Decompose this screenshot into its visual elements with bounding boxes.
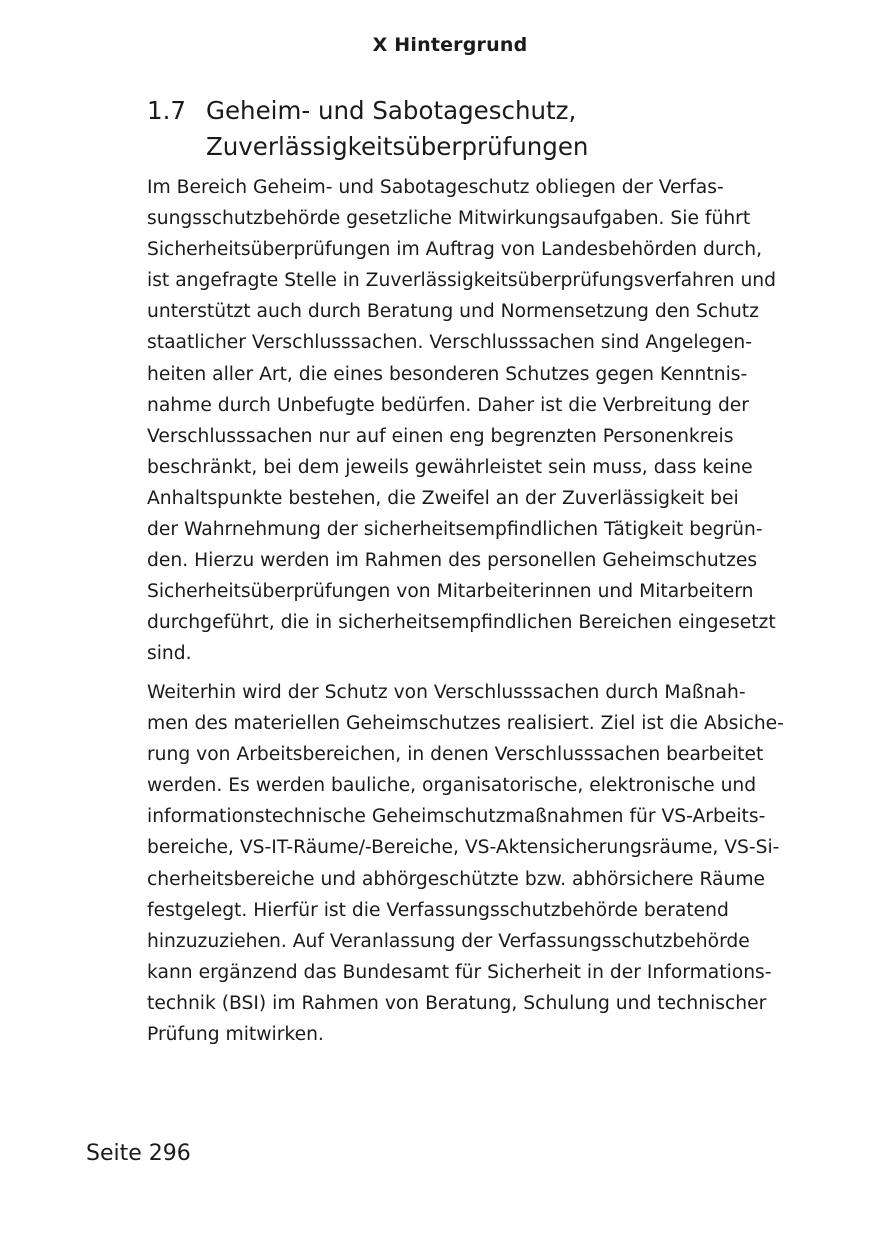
text-line: Weiterhin wird der Schutz von Verschlusssachen durch Maßnah- (147, 682, 746, 703)
text-line: beschränkt, bei dem jeweils gewährleistet sein muss, dass keine (147, 456, 753, 478)
text-line: Im Bereich Geheim- und Sabotageschutz obliegen der Verfas- (147, 177, 724, 198)
text-line: bereiche, VS-IT-Räume/-Bereiche, VS-Aktensicherungsräume, VS-Si- (147, 837, 780, 859)
text-line: men des materiellen Geheimschutzes realisiert. Ziel ist die Absiche- (147, 713, 784, 735)
text-line: sungsschutzbehörde gesetzliche Mitwirkungsaufgaben. Sie führt (147, 208, 751, 230)
text-line: den. Hierzu werden im Rahmen des personellen Geheimschutzes (147, 550, 758, 572)
section-title-line: Geheim- und Sabotageschutz, (206, 96, 577, 125)
text-line: durchgeführt, die in sicherheitsempfindlichen Bereichen eingesetzt (147, 612, 776, 634)
text-line: hinzuzuziehen. Auf Veranlassung der Verfassungsschutzbehörde (147, 930, 750, 952)
text-line: Prüfung mitwirken. (147, 1024, 324, 1046)
running-header: X Hintergrund (372, 34, 528, 56)
text-line: ist angefragte Stelle in Zuverlässigkeitsüberprüfungsverfahren und (147, 270, 776, 292)
paragraph-2 (147, 677, 787, 1050)
text-line: Sicherheitsüberprüfungen im Auftrag von Landesbehörden durch, (147, 239, 763, 261)
text-line: staatlicher Verschlusssachen. Verschlusssachen sind Angelegen- (147, 332, 752, 354)
text-line: Verschlusssachen nur auf einen eng begrenzten Personenkreis (147, 425, 734, 447)
text-line: der Wahrnehmung der sicherheitsempfindlichen Tätigkeit begrün- (147, 519, 763, 541)
section-title (206, 93, 806, 165)
text-line: nahme durch Unbefugte bedürfen. Daher ist die Verbreitung der (147, 394, 749, 416)
section-title-line: Zuverlässigkeitsüberprüfungen (206, 132, 589, 161)
text-line: cherheitsbereiche und abhörgeschützte bzw. abhörsichere Räume (147, 868, 766, 890)
text-line: werden. Es werden bauliche, organisatorische, elektronische und (147, 775, 757, 797)
text-line: informationstechnische Geheimschutzmaßnahmen für VS-Arbeits- (147, 806, 766, 828)
text-line: unterstützt auch durch Beratung und Normensetzung den Schutz (147, 301, 759, 323)
paragraph-1 (147, 172, 787, 670)
text-line: Sicherheitsüberprüfungen von Mitarbeiterinnen und Mitarbeitern (147, 581, 754, 603)
text-line: heiten aller Art, die eines besonderen Schutzes gegen Kenntnis- (147, 363, 748, 385)
text-line: sind. (147, 643, 192, 665)
text-line: Anhaltspunkte bestehen, die Zweifel an der Zuverlässigkeit bei (147, 487, 739, 509)
text-line: kann ergänzend das Bundesamt für Sicherheit in der Informations- (147, 961, 772, 983)
section-number: 1.7 (147, 96, 186, 125)
page-number: Seite 296 (86, 1141, 191, 1166)
text-line: rung von Arbeitsbereichen, in denen Verschlusssachen bearbeitet (147, 744, 764, 766)
text-line: festgelegt. Hierfür ist die Verfassungsschutzbehörde beratend (147, 899, 729, 921)
text-line: technik (BSI) im Rahmen von Beratung, Schulung und technischer (147, 992, 767, 1014)
